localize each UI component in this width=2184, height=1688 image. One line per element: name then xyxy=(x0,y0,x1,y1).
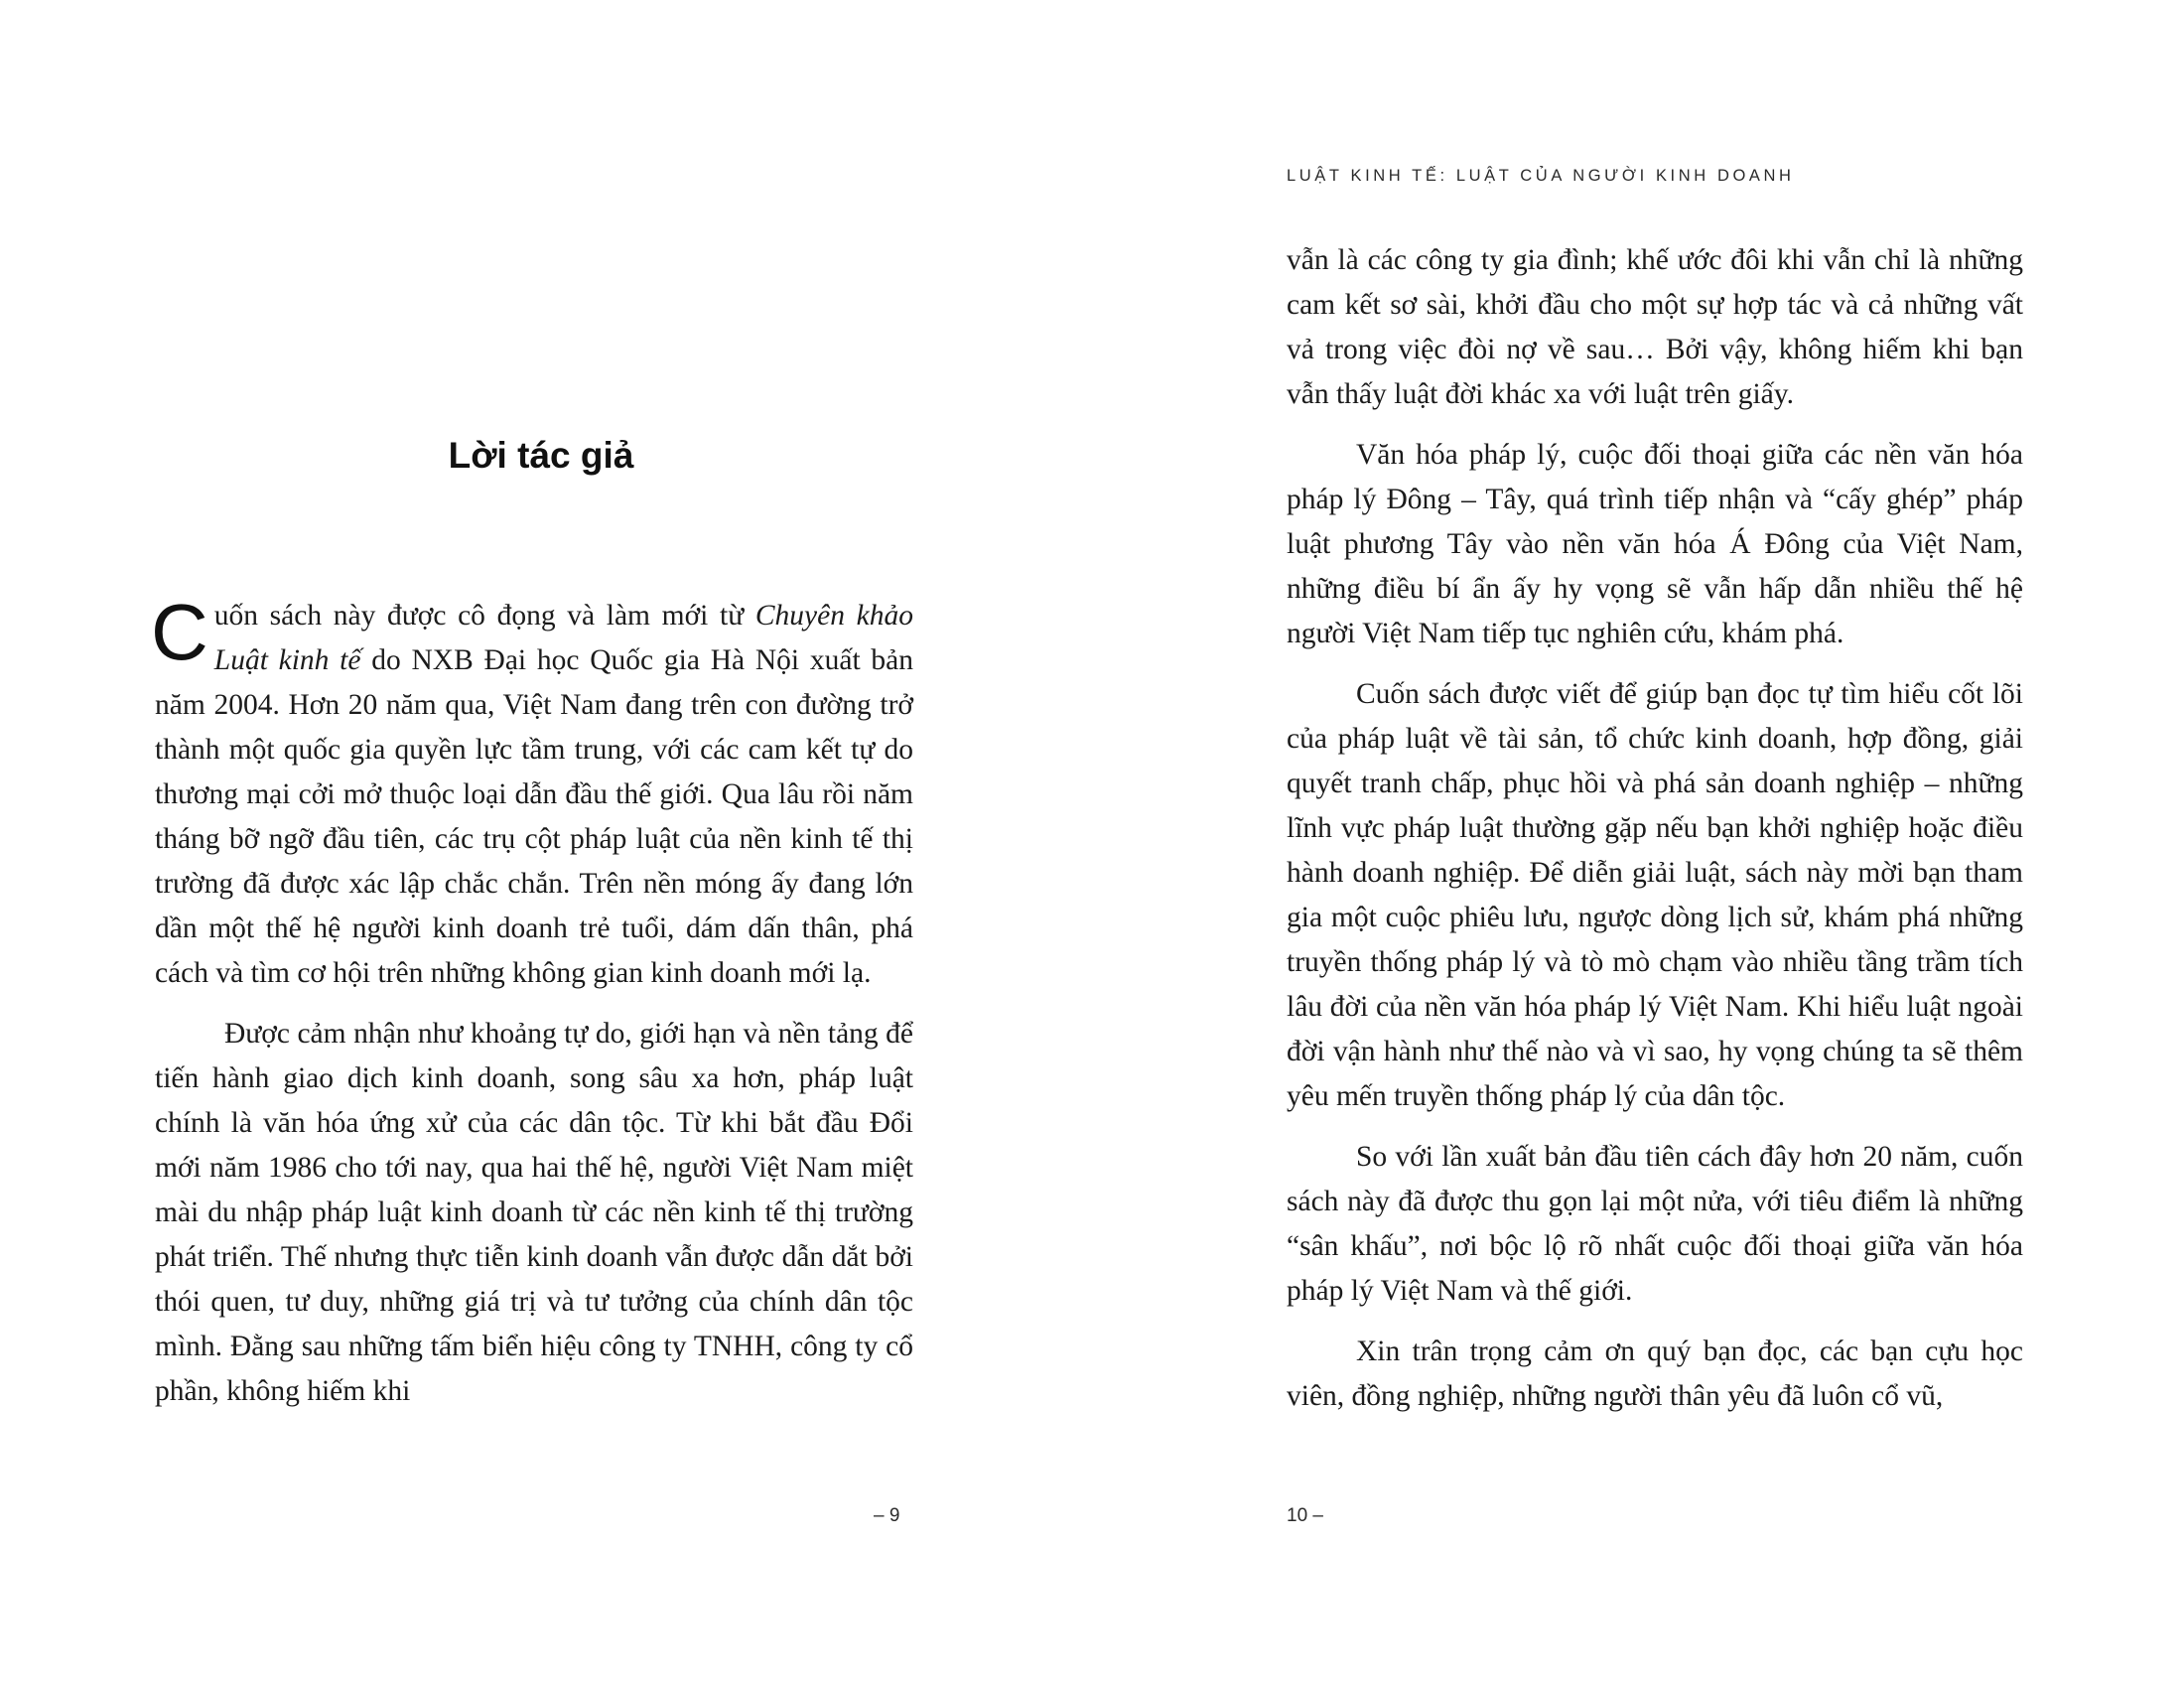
page-number: 10 – xyxy=(1287,1505,1323,1526)
page-number: – 9 xyxy=(874,1505,900,1526)
left-body-text xyxy=(151,588,913,1430)
body-paragraph: Được cảm nhận như khoảng tự do, giới hạn và nền tảng để tiến hành giao dịch kinh doanh, song sâu xa hơn, pháp luật chính là văn hóa ứng xử của các dân tộc. Từ khi bắt đầu Đổi mới năm 1986 cho tới nay, qua hai thế hệ, người Việt Nam miệt mài du nhập pháp luật kinh doanh từ các nền kinh tế thị trường phát triển. Thế nhưng thực tiễn kinh doanh vẫn được dẫn dắt bởi thói quen, tư duy, những giá trị và tư tưởng của chính dân tộc mình. Đằng sau những tấm biển hiệu công ty TNHH, công ty cổ phần, không hiếm khi xyxy=(155,1018,913,1407)
opening-text-1: uốn sách này được cô đọng và làm mới từ xyxy=(213,600,755,632)
body-paragraph: Cuốn sách được viết để giúp bạn đọc tự tìm hiểu cốt lõi của pháp luật về tài sản, tổ chức kinh doanh, hợp đồng, giải quyết tranh chấp, phục hồi và phá sản doanh nghiệp – những lĩnh vực pháp luật thường gặp nếu bạn khởi nghiệp hoặc điều hành doanh nghiệp. Để diễn giải luật, sách này mời bạn tham gia một cuộc phiêu lưu, ngược dòng lịch sử, khám phá những truyền thống pháp lý và tò mò chạm vào nhiều tầng trầm tích lâu đời của nền văn hóa pháp lý Việt Nam. Khi hiểu luật ngoài đời vận hành như thế nào và vì sao, hy vọng chúng ta sẽ thêm yêu mến truyền thống pháp lý của dân tộc. xyxy=(1287,678,2023,1112)
right-body-text xyxy=(1287,238,2023,1435)
opening-text-2: do NXB Đại học Quốc gia Hà Nội xuất bản năm 2004. Hơn 20 năm qua, Việt Nam đang trên con đường trở thành một quốc gia quyền lực tầm trung, với các cam kết tự do thương mại cởi mở thuộc loại dẫn đầu thế giới. Qua lâu rồi năm tháng bỡ ngỡ đầu tiên, các trụ cột pháp luật của nền kinh tế thị trường đã được xác lập chắc chắn. Trên nền móng ấy đang lớn dần một thế hệ người kinh doanh trẻ tuổi, dám dấn thân, phá cách và tìm cơ hội trên những không gian kinh doanh mới lạ. xyxy=(155,644,913,989)
body-paragraph: vẫn là các công ty gia đình; khế ước đôi khi vẫn chỉ là những cam kết sơ sài, khởi đầu cho một sự hợp tác và cả những vất vả trong việc đòi nợ về sau… Bởi vậy, không hiếm khi bạn vẫn thấy luật đời khác xa với luật trên giấy. xyxy=(1287,244,2023,410)
chapter-title: Lời tác giả xyxy=(448,435,634,476)
book-title-italic: Chuyên khảo Luật kinh tế xyxy=(213,600,913,676)
drop-cap: C xyxy=(151,588,208,676)
opening-paragraph xyxy=(151,588,913,996)
body-paragraph: So với lần xuất bản đầu tiên cách đây hơn 20 năm, cuốn sách này đã được thu gọn lại một nửa, với tiêu điểm là những “sân khấu”, nơi bộc lộ rõ nhất cuộc đối thoại giữa văn hóa pháp lý Việt Nam và thế giới. xyxy=(1287,1141,2023,1307)
body-paragraph: Xin trân trọng cảm ơn quý bạn đọc, các bạn cựu học viên, đồng nghiệp, những người thân yêu đã luôn cổ vũ, xyxy=(1287,1336,2023,1412)
right-page xyxy=(1092,0,2184,1688)
body-paragraph: Văn hóa pháp lý, cuộc đối thoại giữa các nền văn hóa pháp lý Đông – Tây, quá trình tiếp nhận và “cấy ghép” pháp luật phương Tây vào nền văn hóa Á Đông của Việt Nam, những điều bí ẩn ấy hy vọng sẽ vẫn hấp dẫn nhiều thế hệ người Việt Nam tiếp tục nghiên cứu, khám phá. xyxy=(1287,439,2023,649)
running-header: LUẬT KINH TẾ: LUẬT CỦA NGƯỜI KINH DOANH xyxy=(1287,167,1795,185)
